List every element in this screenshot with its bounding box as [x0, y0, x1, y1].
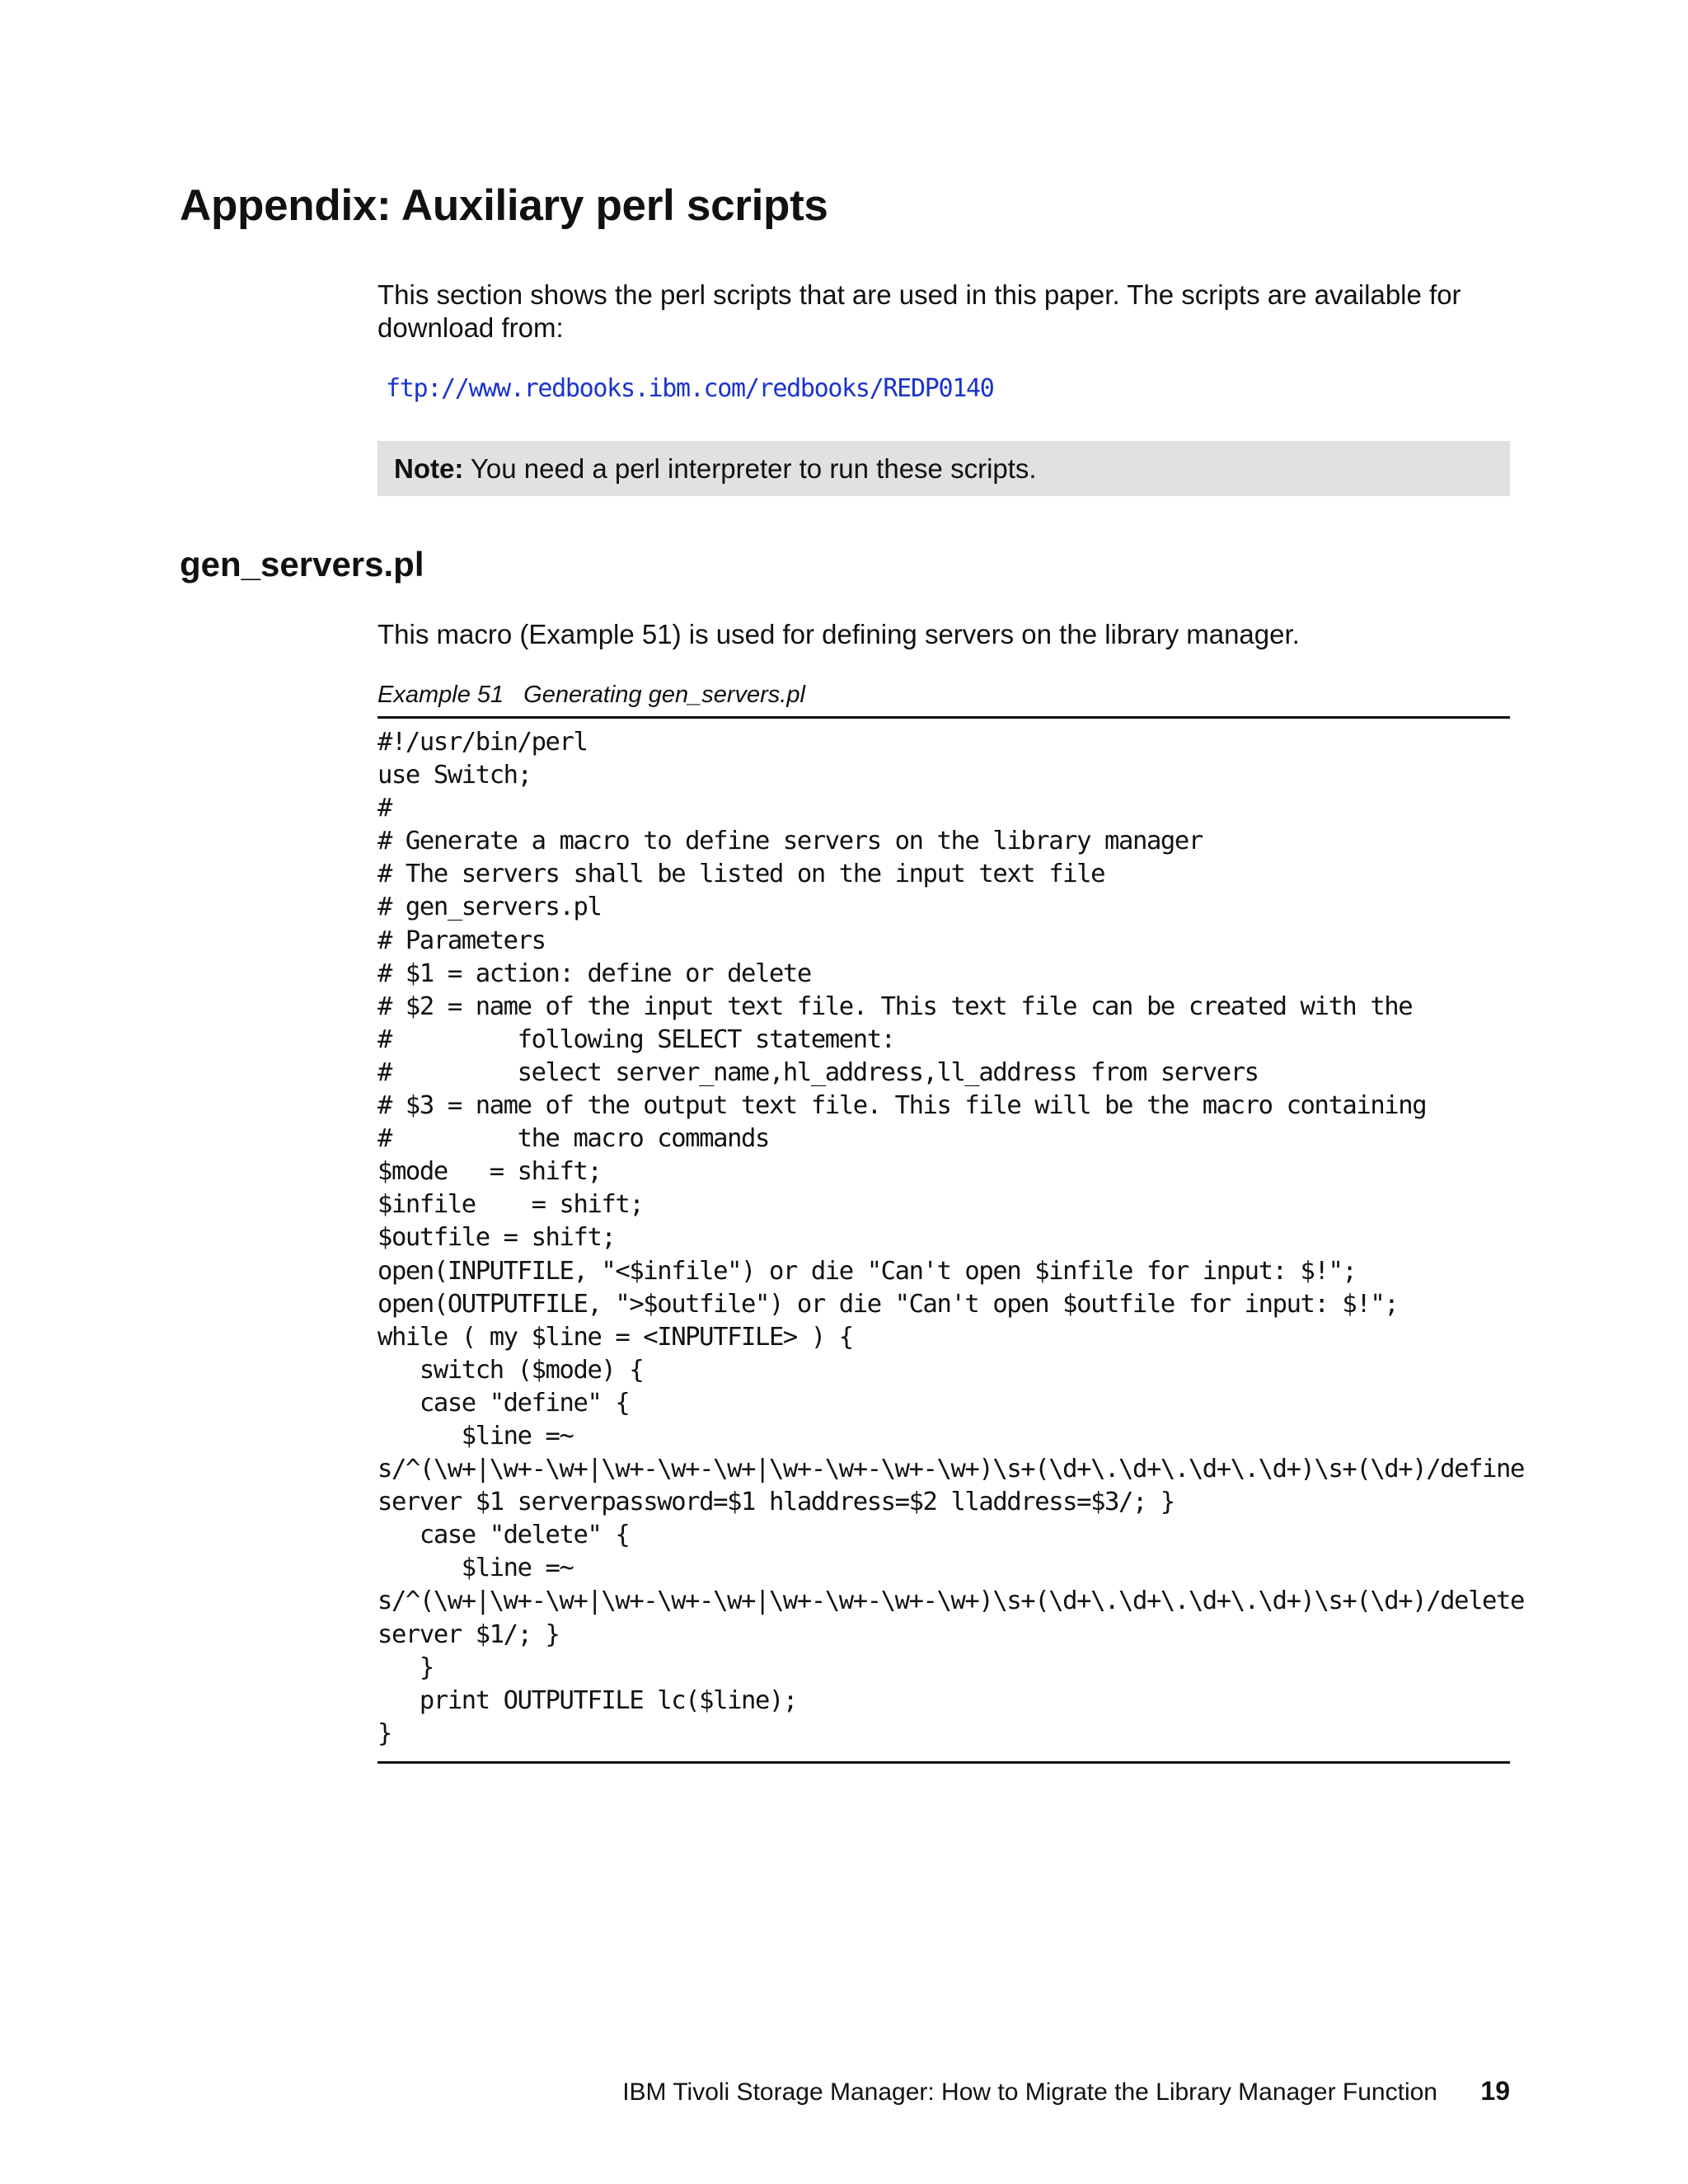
example-top-rule [377, 716, 1510, 719]
note-box [377, 441, 1510, 496]
page-number: 19 [1480, 2076, 1510, 2106]
intro-paragraph: This section shows the perl scripts that are used in this paper. The scripts are available for download from: [377, 279, 1461, 343]
example-number: Example 51 [377, 682, 504, 708]
example-bottom-rule [377, 1761, 1510, 1764]
note-label: Note: [394, 453, 464, 484]
code-listing: #!/usr/bin/perl use Switch; # # Generate a macro to define servers on the library manager # The servers shall be listed on the input text file # gen_servers.pl # Parameters # $1 = action: define or delete # $2 = name of the input text file. This text file can be created with the # following SELECT statement: # select server_name,hl_address,ll_address from servers # $3 = name of the output text file. This file will be the macro containing # the macro commands $mode = shift; $infile = shift; $outfile = shift; open(INPUTFILE, "<$infile") or die "Can't open $infile for input: $!"; open(OUTPUTFILE, ">$outfile") or die "Can't open $outfile for input: $!"; while ( my $line = <INPUTFILE> ) { switch ($mode) { case "define" { $line =~ s/^(\w+|\w+-\w+|\w+-\w+-\w+|\w+-\w+-\w+-\w+)\s+(\d+\.\d+\.\d+\.\d+)\s+(\d+)/define server $1 serverpassword=$1 hladdress=$2 lladdress=$3/; } case "delete" { $line =~ s/^(\w+|\w+-\w+|\w+-\w+-\w+|\w+-\w+-\w+-\w+)\s+(\d+\.\d+\.\d+\.\d+)\s+(\d+)/delete server $1/; } } print OUTPUTFILE lc($line); } [377, 728, 1524, 1748]
footer-title: IBM Tivoli Storage Manager: How to Migrate the Library Manager Function [622, 2079, 1437, 2106]
example-caption [377, 679, 805, 710]
example-title: Generating gen_servers.pl [523, 682, 805, 708]
download-link[interactable]: ftp://www.redbooks.ibm.com/redbooks/REDP0140 [386, 374, 994, 403]
note-text: You need a perl interpreter to run these scripts. [463, 453, 1037, 484]
section-title: gen_servers.pl [180, 545, 424, 583]
page-heading: Appendix: Auxiliary perl scripts [180, 181, 828, 230]
section-description: This macro (Example 51) is used for defining servers on the library manager. [377, 619, 1300, 649]
